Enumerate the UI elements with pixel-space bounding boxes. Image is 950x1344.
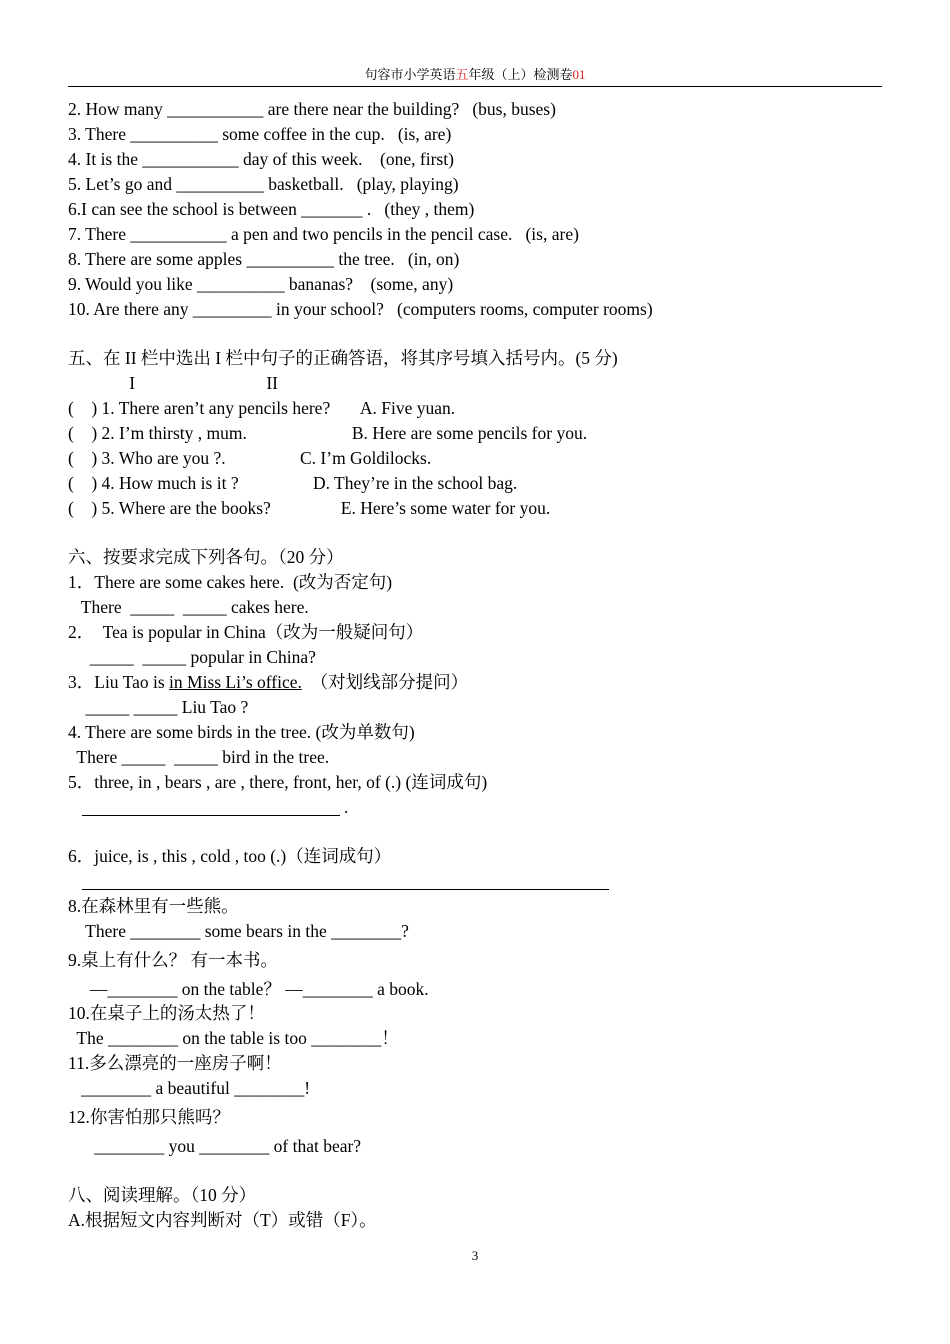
answer-line: _____ _____ popular in China? [68,647,316,667]
section-heading: 八、阅读理解。（10 分） [68,1185,257,1205]
underlined-phrase: in Miss Li’s office. [169,672,302,692]
answer-line: The ________ on the table is too ________！ [68,1028,399,1048]
answer-line: ________ a beautiful ________! [68,1078,311,1098]
question-line: 8.在森林里有一些熊。 [68,896,239,916]
question-line: 10. Are there any _________ in your school? (computers rooms, computer rooms) [68,299,653,319]
question-line: 9.桌上有什么？ 有一本书。 [68,950,278,970]
question-line: 6.I can see the school is between _______ . (they , them) [68,199,475,219]
question-line: 4. There are some birds in the tree. (改为单数句) [68,722,415,742]
answer-line: There _____ _____ cakes here. [68,597,309,617]
header-code: 01 [572,67,586,82]
question-instruction: （对划线部分提问） [301,672,469,692]
question-line: 8. There are some apples __________ the tree. (in, on) [68,249,460,269]
header-prefix: 句容市小学英语 [364,67,456,82]
question-line: 6．juice, is , this , cold , too (.)（连词成句） [68,846,392,866]
question-text: 3．Liu Tao is [68,672,170,692]
question-line: 2． Tea is popular in China（改为一般疑问句） [68,622,424,642]
question-line: 1．There are some cakes here. (改为否定句) [68,572,393,592]
matching-line: ( ) 5. Where are the books? E. Here’s some water for you. [68,498,551,518]
question-line: 7. There ___________ a pen and two pencils in the pencil case. (is, are) [68,224,579,244]
answer-line: There ________ some bears in the ________? [68,921,409,941]
question-line: 5．three, in , bears , are , there, front, her, of (.) (连词成句) [68,772,488,792]
question-line: 10.在桌子上的汤太热了！ [68,1003,265,1023]
section-heading: 五、在 II 栏中选出 I 栏中句子的正确答语，将其序号填入括号内。(5 分) [68,348,618,368]
question-line: 2. How many ___________ are there near the building? (bus, buses) [68,99,556,119]
matching-line: ( ) 1. There aren’t any pencils here? A. Five yuan. [68,398,456,418]
question-line: 5. Let’s go and __________ basketball. (play, playing) [68,174,459,194]
answer-line: —________ on the table？ —________ a book. [68,979,429,999]
question-line: 4. It is the ___________ day of this week. (one, first) [68,149,454,169]
page-number: 3 [471,1248,479,1263]
instruction-line: A.根据短文内容判断对（T）或错（F）。 [68,1210,377,1230]
period-mark: . [344,797,349,817]
question-line: 12.你害怕那只熊吗？ [68,1107,230,1127]
answer-line: There _____ _____ bird in the tree. [68,747,330,767]
answer-line: ________ you ________ of that bear? [68,1136,362,1156]
question-line: 9. Would you like __________ bananas? (some, any) [68,274,454,294]
matching-line: ( ) 3. Who are you ?. C. I’m Goldilocks. [68,448,432,468]
question-line: 3. There __________ some coffee in the cup. (is, are) [68,124,452,144]
column-labels: I II [68,373,278,393]
section-heading: 六、按要求完成下列各句。（20 分） [68,547,344,567]
answer-line: _____ _____ Liu Tao ? [68,697,249,717]
header-grade: 五 [455,67,469,82]
header-middle: 年级（上）检测卷 [468,67,573,82]
matching-line: ( ) 4. How much is it ? D. They’re in the school bag. [68,473,518,493]
question-line: 11.多么漂亮的一座房子啊！ [68,1053,282,1073]
question-line [68,671,468,693]
matching-line: ( ) 2. I’m thirsty , mum. B. Here are some pencils for you. [68,423,588,443]
answer-rule [82,815,340,816]
answer-rule [82,889,609,890]
page-header [68,66,882,87]
